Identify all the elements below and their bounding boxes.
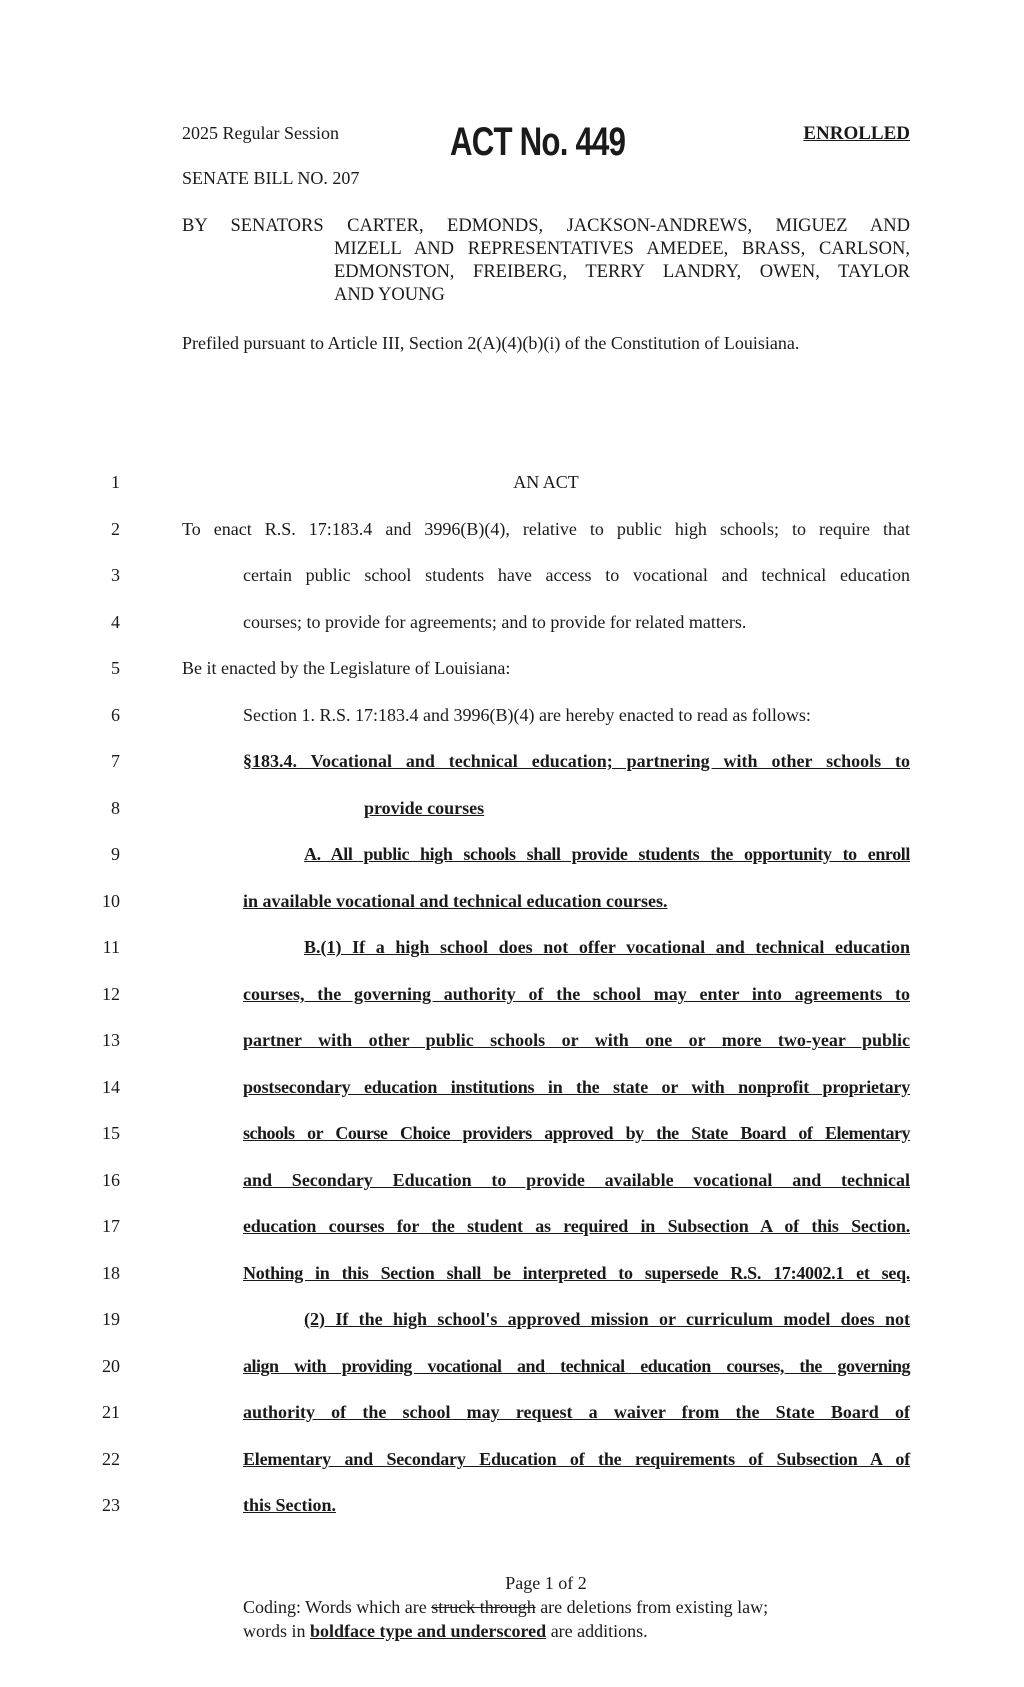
line-number: 20 xyxy=(102,1356,120,1376)
enacting-clause: Be it enacted by the Legislature of Louisiana: xyxy=(182,658,511,678)
title-line: courses; to provide for agreements; and to provide for related matters. xyxy=(243,612,747,632)
coding-prefix: Coding: Words which are xyxy=(243,1597,427,1617)
line-number: 17 xyxy=(102,1216,120,1236)
enrolled-badge: ENROLLED xyxy=(803,123,910,144)
line-number: 23 xyxy=(102,1495,120,1515)
bill-number: SENATE BILL NO. 207 xyxy=(182,168,360,188)
body-line: partner with other public schools or with one or more two-year public xyxy=(243,1030,910,1050)
line-number: 15 xyxy=(102,1123,120,1143)
section-heading-cont: provide courses xyxy=(364,798,485,818)
body-line: Elementary and Secondary Education of the requirements of Subsection A of xyxy=(243,1449,910,1469)
line-number: 21 xyxy=(102,1402,120,1422)
body-line: courses, the governing authority of the school may enter into agreements to xyxy=(243,984,910,1004)
body-line: Nothing in this Section shall be interpreted to supersede R.S. 17:4002.1 et seq. xyxy=(243,1263,910,1283)
line-number: 2 xyxy=(111,519,120,539)
body-line: and Secondary Education to provide available vocational and technical xyxy=(243,1170,910,1190)
line-number: 1 xyxy=(111,472,120,492)
sponsors-line-3: EDMONSTON, FREIBERG, TERRY LANDRY, OWEN, TAYLOR xyxy=(334,262,910,282)
coding-legend-line-2 xyxy=(243,1621,648,1642)
act-title: ACT No. 449 xyxy=(450,120,626,164)
coding-struck-example: struck through xyxy=(431,1597,536,1617)
line-number: 3 xyxy=(111,565,120,585)
act-heading: AN ACT xyxy=(513,472,579,492)
line-number: 10 xyxy=(102,891,120,911)
line-number: 5 xyxy=(111,658,120,678)
line-number: 9 xyxy=(111,844,120,864)
line-number: 18 xyxy=(102,1263,120,1283)
section-heading: §183.4. Vocational and technical education; partnering with other schools to xyxy=(243,751,910,771)
body-line: align with providing vocational and technical education courses, the governing xyxy=(243,1356,910,1376)
prefiled-note: Prefiled pursuant to Article III, Section 2(A)(4)(b)(i) of the Constitution of Louisiana. xyxy=(182,333,800,353)
session-label: 2025 Regular Session xyxy=(182,123,339,143)
line-number: 7 xyxy=(111,751,120,771)
line-number: 12 xyxy=(102,984,120,1004)
body-line: schools or Course Choice providers approved by the State Board of Elementary xyxy=(243,1123,910,1143)
body-line: B.(1) If a high school does not offer vocational and technical education xyxy=(304,937,910,957)
body-line: A. All public high schools shall provide students the opportunity to enroll xyxy=(304,844,910,864)
sponsors-line-2: MIZELL AND REPRESENTATIVES AMEDEE, BRASS, CARLSON, xyxy=(334,239,910,259)
line-number: 11 xyxy=(102,937,120,957)
line-number: 13 xyxy=(102,1030,120,1050)
coding-legend-line-1 xyxy=(243,1597,768,1618)
line-number: 4 xyxy=(111,612,120,632)
line-number: 6 xyxy=(111,705,120,725)
page-number: Page 1 of 2 xyxy=(505,1573,587,1593)
title-line: certain public school students have access to vocational and technical education xyxy=(243,565,910,585)
body-line: education courses for the student as required in Subsection A of this Section. xyxy=(243,1216,910,1236)
title-line: To enact R.S. 17:183.4 and 3996(B)(4), relative to public high schools; to require that xyxy=(182,519,910,539)
line-number: 22 xyxy=(102,1449,120,1469)
section-intro: Section 1. R.S. 17:183.4 and 3996(B)(4) are hereby enacted to read as follows: xyxy=(243,705,811,725)
body-line: in available vocational and technical education courses. xyxy=(243,891,668,911)
line-number: 8 xyxy=(111,798,120,818)
coding-boldface-example: boldface type and underscored xyxy=(310,1621,547,1641)
coding-words-in: words in xyxy=(243,1621,306,1641)
line-number: 14 xyxy=(102,1077,120,1097)
body-line: postsecondary education institutions in the state or with nonprofit proprietary xyxy=(243,1077,910,1097)
sponsors-line-4: AND YOUNG xyxy=(334,285,445,305)
coding-suffix: are deletions from existing law; xyxy=(540,1597,769,1617)
body-line: this Section. xyxy=(243,1495,337,1515)
body-line: authority of the school may request a waiver from the State Board of xyxy=(243,1402,910,1422)
coding-additions: are additions. xyxy=(550,1621,648,1641)
line-number: 16 xyxy=(102,1170,120,1190)
body-line: (2) If the high school's approved mission or curriculum model does not xyxy=(304,1309,910,1329)
sponsors-first-line: BY SENATORS CARTER, EDMONDS, JACKSON-ANDREWS, MIGUEZ AND xyxy=(182,216,910,236)
line-number: 19 xyxy=(102,1309,120,1329)
